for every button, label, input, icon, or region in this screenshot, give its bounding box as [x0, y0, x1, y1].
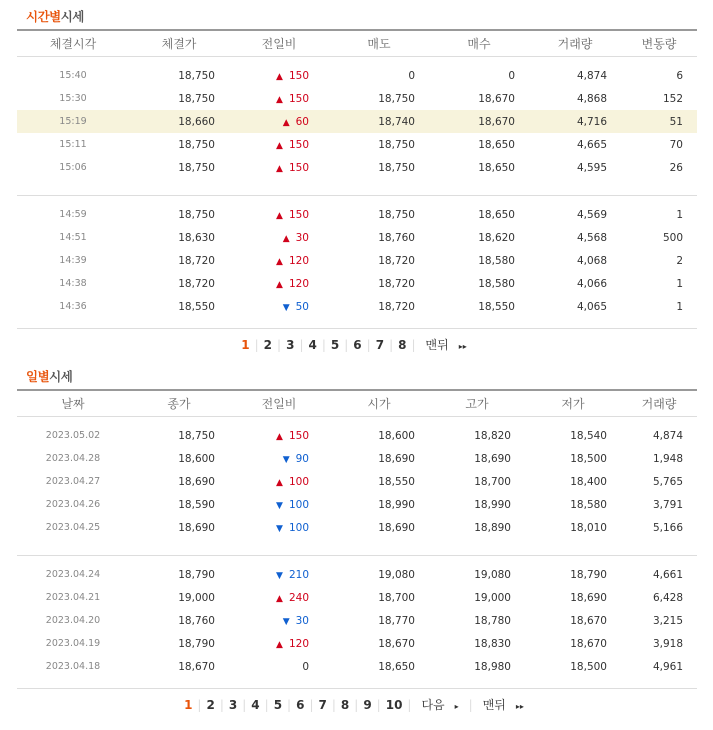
page-separator: | [344, 338, 349, 352]
triangle-down-icon: ▼ [276, 570, 283, 581]
time-cell: 15:19 [17, 110, 129, 133]
table-row [17, 249, 697, 272]
table-header-row [17, 390, 697, 416]
table-row [17, 516, 697, 539]
change-value: 120 [288, 277, 309, 290]
close-cell: 18,600 [178, 452, 215, 465]
triangle-down-icon: ▼ [282, 454, 290, 465]
delta-cell: 500 [662, 231, 683, 244]
volume-cell: 3,918 [652, 637, 683, 650]
change-value: 150 [288, 429, 309, 442]
date-cell: 2023.04.19 [45, 638, 101, 649]
last-page-label: 맨뒤 [425, 338, 449, 352]
page-link-6[interactable]: 6 [353, 338, 362, 352]
table-row [17, 493, 697, 516]
triangle-down-icon: ▼ [276, 500, 283, 511]
chevron-right-icon: ▸ [454, 702, 459, 711]
volume-cell: 4,068 [576, 254, 607, 267]
time-title-rest: 시세 [60, 9, 84, 24]
column-header: 날짜 [17, 390, 129, 416]
close-cell: 18,750 [178, 429, 215, 442]
change-cell [229, 516, 329, 539]
last-page-link[interactable] [473, 696, 534, 713]
column-header: 시가 [329, 390, 429, 416]
triangle-up-icon: ▲ [276, 140, 283, 151]
open-cell: 18,650 [378, 660, 415, 673]
date-cell: 2023.04.24 [45, 569, 101, 580]
close-cell: 19,000 [178, 591, 215, 604]
delta-cell: 1 [676, 300, 683, 313]
low-cell: 18,670 [570, 614, 607, 627]
triangle-down-icon: ▼ [276, 523, 283, 534]
double-chevron-right-icon: ▸▸ [458, 342, 467, 351]
table-row [17, 226, 697, 249]
close-cell: 18,790 [178, 637, 215, 650]
page-separator: | [299, 338, 304, 352]
close-cell: 18,760 [178, 614, 215, 627]
page-link-4[interactable]: 4 [308, 338, 317, 352]
volume-cell: 4,065 [576, 300, 607, 313]
page-link-5[interactable]: 5 [330, 338, 340, 352]
delta-cell: 6 [676, 69, 683, 82]
sell-cell: 18,750 [378, 138, 415, 151]
high-cell: 18,980 [474, 660, 511, 673]
table-row [17, 295, 697, 318]
change-value: 100 [288, 475, 309, 488]
volume-cell: 4,868 [576, 92, 607, 105]
spacer-row [17, 416, 697, 424]
low-cell: 18,540 [570, 429, 607, 442]
page-separator: | [407, 698, 412, 712]
time-price-table [17, 29, 697, 329]
table-row [17, 563, 697, 586]
change-value: 150 [288, 161, 309, 174]
page-link-7[interactable]: 7 [318, 698, 327, 712]
high-cell: 18,690 [474, 452, 511, 465]
page-separator: | [411, 338, 416, 352]
column-header: 매도 [329, 30, 429, 56]
volume-cell: 4,066 [576, 277, 607, 290]
time-cell: 15:11 [59, 139, 87, 150]
page-link-2[interactable]: 2 [263, 338, 273, 352]
last-page-label: 맨뒤 [482, 698, 506, 712]
volume-cell: 4,661 [652, 568, 683, 581]
sell-cell: 18,720 [378, 277, 415, 290]
triangle-down-icon: ▼ [282, 616, 290, 627]
low-cell: 18,500 [570, 660, 607, 673]
change-value: 30 [295, 231, 309, 244]
open-cell: 18,670 [378, 637, 415, 650]
high-cell: 18,830 [474, 637, 511, 650]
sell-cell: 18,720 [378, 300, 415, 313]
low-cell: 18,670 [570, 637, 607, 650]
buy-cell: 18,620 [478, 231, 515, 244]
date-cell: 2023.04.25 [45, 522, 101, 533]
page-link-1[interactable]: 1 [184, 698, 193, 712]
price-cell: 18,750 [178, 138, 215, 151]
page-link-4[interactable]: 4 [251, 698, 260, 712]
table-header-row [17, 30, 697, 56]
change-cell [229, 563, 329, 586]
volume-cell: 4,874 [576, 69, 607, 82]
triangle-up-icon: ▲ [276, 639, 283, 650]
column-header: 체결가 [129, 30, 229, 56]
page-link-9[interactable]: 9 [363, 698, 372, 712]
triangle-up-icon: ▲ [276, 163, 283, 174]
column-header: 전일비 [229, 390, 329, 416]
page-separator: | [376, 698, 381, 712]
volume-cell: 4,595 [576, 161, 607, 174]
low-cell: 18,580 [570, 498, 607, 511]
buy-cell: 18,580 [478, 254, 515, 267]
close-cell: 18,690 [178, 475, 215, 488]
page-link-8[interactable]: 8 [340, 698, 350, 712]
delta-cell: 2 [676, 254, 683, 267]
column-header: 거래량 [529, 30, 621, 56]
table-row [17, 609, 697, 632]
double-chevron-right-icon: ▸▸ [515, 702, 524, 711]
price-cell: 18,630 [178, 231, 215, 244]
page-separator: | [277, 338, 282, 352]
change-cell [229, 609, 329, 632]
time-cell: 15:40 [59, 70, 87, 81]
change-value: 150 [288, 92, 309, 105]
date-cell: 2023.04.18 [45, 661, 101, 672]
page-link-8[interactable]: 8 [398, 338, 407, 352]
time-pagination [0, 336, 713, 353]
page-link-3[interactable]: 3 [286, 338, 295, 352]
daily-title-highlight: 일별 [26, 369, 50, 384]
delta-cell: 26 [669, 161, 683, 174]
delta-cell: 152 [662, 92, 683, 105]
buy-cell: 18,650 [478, 138, 515, 151]
sell-cell: 18,750 [378, 208, 415, 221]
buy-cell: 18,670 [478, 92, 515, 105]
last-page-link[interactable] [416, 336, 477, 353]
change-cell [229, 470, 329, 493]
column-header: 변동량 [621, 30, 697, 56]
open-cell: 18,600 [378, 429, 415, 442]
change-cell [229, 64, 329, 87]
change-cell [229, 424, 329, 447]
price-cell: 18,720 [178, 254, 215, 267]
change-value: 120 [288, 637, 309, 650]
column-header: 매수 [429, 30, 529, 56]
change-value: 0 [302, 660, 309, 673]
volume-cell: 5,166 [652, 521, 683, 534]
open-cell: 18,770 [378, 614, 415, 627]
page-link-10[interactable]: 10 [385, 698, 403, 712]
price-cell: 18,550 [178, 300, 215, 313]
page-separator: | [468, 698, 473, 712]
table-row [17, 156, 697, 179]
daily-pagination [0, 696, 713, 713]
volume-cell: 4,665 [576, 138, 607, 151]
table-row [17, 470, 697, 493]
delta-cell: 51 [621, 110, 697, 133]
change-value: 30 [295, 614, 309, 627]
change-cell [229, 226, 329, 249]
buy-cell: 0 [508, 69, 515, 82]
sell-cell: 0 [408, 69, 415, 82]
table-row [17, 64, 697, 87]
buy-cell: 18,580 [478, 277, 515, 290]
change-cell [229, 249, 329, 272]
change-cell [229, 87, 329, 110]
column-header: 전일비 [229, 30, 329, 56]
sell-cell: 18,740 [329, 110, 429, 133]
open-cell: 18,690 [378, 521, 415, 534]
change-cell [229, 272, 329, 295]
delta-cell: 1 [676, 277, 683, 290]
low-cell: 18,400 [570, 475, 607, 488]
price-cell: 18,750 [178, 69, 215, 82]
time-title-highlight: 시간별 [26, 9, 61, 24]
change-cell [229, 295, 329, 318]
change-value: 60 [295, 115, 309, 128]
triangle-up-icon: ▲ [276, 210, 283, 221]
daily-section-title [26, 367, 72, 385]
next-page-link[interactable] [411, 696, 468, 713]
open-cell: 19,080 [378, 568, 415, 581]
column-header: 고가 [429, 390, 525, 416]
close-cell: 18,670 [178, 660, 215, 673]
table-row [17, 272, 697, 295]
triangle-up-icon: ▲ [276, 256, 283, 267]
date-cell: 2023.04.20 [45, 615, 101, 626]
group-divider [17, 179, 697, 195]
sell-cell: 18,750 [378, 161, 415, 174]
triangle-up-icon: ▲ [276, 279, 283, 290]
column-header: 저가 [525, 390, 621, 416]
date-cell: 2023.04.27 [45, 476, 101, 487]
volume-cell: 3,215 [652, 614, 683, 627]
page-link-1[interactable]: 1 [241, 338, 250, 352]
sell-cell: 18,750 [378, 92, 415, 105]
triangle-up-icon: ▲ [282, 117, 290, 128]
change-value: 210 [288, 568, 309, 581]
page-link-7[interactable]: 7 [375, 338, 385, 352]
page-separator: | [264, 698, 269, 712]
change-value: 100 [288, 521, 309, 534]
spacer-row [17, 555, 697, 563]
spacer-row [17, 56, 697, 64]
triangle-up-icon: ▲ [276, 593, 283, 604]
volume-cell: 3,791 [652, 498, 683, 511]
close-cell: 18,590 [178, 498, 215, 511]
triangle-up-icon: ▲ [282, 233, 290, 244]
high-cell: 19,080 [474, 568, 511, 581]
table-row [17, 110, 697, 133]
price-cell: 18,660 [129, 110, 229, 133]
buy-cell: 18,650 [478, 208, 515, 221]
volume-cell: 4,569 [576, 208, 607, 221]
spacer-row [17, 195, 697, 203]
page-link-5[interactable]: 5 [273, 698, 283, 712]
page-link-6[interactable]: 6 [296, 698, 305, 712]
volume-cell: 4,716 [529, 110, 621, 133]
high-cell: 18,990 [474, 498, 511, 511]
time-section-title [26, 7, 84, 25]
page-separator: | [287, 698, 292, 712]
column-header: 거래량 [621, 390, 697, 416]
price-cell: 18,750 [178, 208, 215, 221]
sell-cell: 18,720 [378, 254, 415, 267]
page-separator: | [331, 698, 336, 712]
change-cell [229, 156, 329, 179]
page-link-2[interactable]: 2 [206, 698, 215, 712]
triangle-down-icon: ▼ [282, 302, 290, 313]
volume-cell: 6,428 [652, 591, 683, 604]
low-cell: 18,010 [570, 521, 607, 534]
page-separator: | [197, 698, 202, 712]
page-separator: | [242, 698, 247, 712]
sell-cell: 18,760 [378, 231, 415, 244]
page-separator: | [309, 698, 314, 712]
time-cell: 14:39 [59, 255, 87, 266]
page-link-3[interactable]: 3 [228, 698, 238, 712]
change-cell [229, 203, 329, 226]
high-cell: 18,820 [474, 429, 511, 442]
group-divider [17, 539, 697, 555]
date-cell: 2023.04.21 [45, 592, 101, 603]
daily-title-rest: 시세 [49, 369, 73, 384]
next-page-label: 다음 [421, 698, 445, 712]
price-cell: 18,750 [178, 92, 215, 105]
time-cell: 15:30 [59, 93, 87, 104]
change-value: 150 [288, 138, 309, 151]
time-cell: 14:38 [59, 278, 87, 289]
open-cell: 18,990 [378, 498, 415, 511]
triangle-up-icon: ▲ [276, 94, 283, 105]
change-value: 240 [288, 591, 309, 604]
change-cell [229, 493, 329, 516]
change-cell [229, 655, 329, 678]
table-row [17, 632, 697, 655]
delta-cell: 1 [676, 208, 683, 221]
table-row [17, 203, 697, 226]
change-value: 90 [295, 452, 309, 465]
change-cell [229, 447, 329, 470]
volume-cell: 5,765 [652, 475, 683, 488]
table-row [17, 424, 697, 447]
buy-cell: 18,550 [478, 300, 515, 313]
time-cell: 14:36 [59, 301, 87, 312]
group-divider [17, 678, 697, 688]
price-cell: 18,750 [178, 161, 215, 174]
delta-cell: 70 [669, 138, 683, 151]
change-value: 150 [288, 208, 309, 221]
triangle-up-icon: ▲ [276, 71, 283, 82]
table-row [17, 133, 697, 156]
change-value: 100 [288, 498, 309, 511]
change-value: 120 [288, 254, 309, 267]
time-cell: 15:06 [59, 162, 87, 173]
change-cell [229, 632, 329, 655]
buy-cell: 18,650 [478, 161, 515, 174]
open-cell: 18,690 [378, 452, 415, 465]
page-separator: | [321, 338, 326, 352]
triangle-up-icon: ▲ [276, 477, 283, 488]
daily-price-table [17, 389, 697, 689]
date-cell: 2023.05.02 [45, 430, 101, 441]
high-cell: 18,890 [474, 521, 511, 534]
volume-cell: 1,948 [652, 452, 683, 465]
column-header: 체결시각 [17, 30, 129, 56]
page-separator: | [254, 338, 259, 352]
high-cell: 18,780 [474, 614, 511, 627]
page-separator: | [354, 698, 359, 712]
time-cell: 14:51 [59, 232, 87, 243]
page-separator: | [366, 338, 371, 352]
change-value: 50 [295, 300, 309, 313]
change-cell [229, 133, 329, 156]
table-row [17, 586, 697, 609]
page-separator: | [389, 338, 394, 352]
buy-cell: 18,670 [429, 110, 529, 133]
table-row [17, 447, 697, 470]
time-cell: 14:59 [59, 209, 87, 220]
volume-cell: 4,961 [652, 660, 683, 673]
low-cell: 18,690 [570, 591, 607, 604]
low-cell: 18,500 [570, 452, 607, 465]
change-cell [229, 110, 329, 133]
open-cell: 18,700 [378, 591, 415, 604]
high-cell: 19,000 [474, 591, 511, 604]
group-divider [17, 318, 697, 328]
price-cell: 18,720 [178, 277, 215, 290]
volume-cell: 4,568 [576, 231, 607, 244]
column-header: 종가 [129, 390, 229, 416]
date-cell: 2023.04.28 [45, 453, 101, 464]
close-cell: 18,690 [178, 521, 215, 534]
low-cell: 18,790 [570, 568, 607, 581]
volume-cell: 4,874 [652, 429, 683, 442]
close-cell: 18,790 [178, 568, 215, 581]
page-separator: | [219, 698, 224, 712]
date-cell: 2023.04.26 [45, 499, 101, 510]
high-cell: 18,700 [474, 475, 511, 488]
open-cell: 18,550 [378, 475, 415, 488]
table-row [17, 655, 697, 678]
triangle-up-icon: ▲ [276, 431, 283, 442]
change-value: 150 [288, 69, 309, 82]
change-cell [229, 586, 329, 609]
table-row [17, 87, 697, 110]
